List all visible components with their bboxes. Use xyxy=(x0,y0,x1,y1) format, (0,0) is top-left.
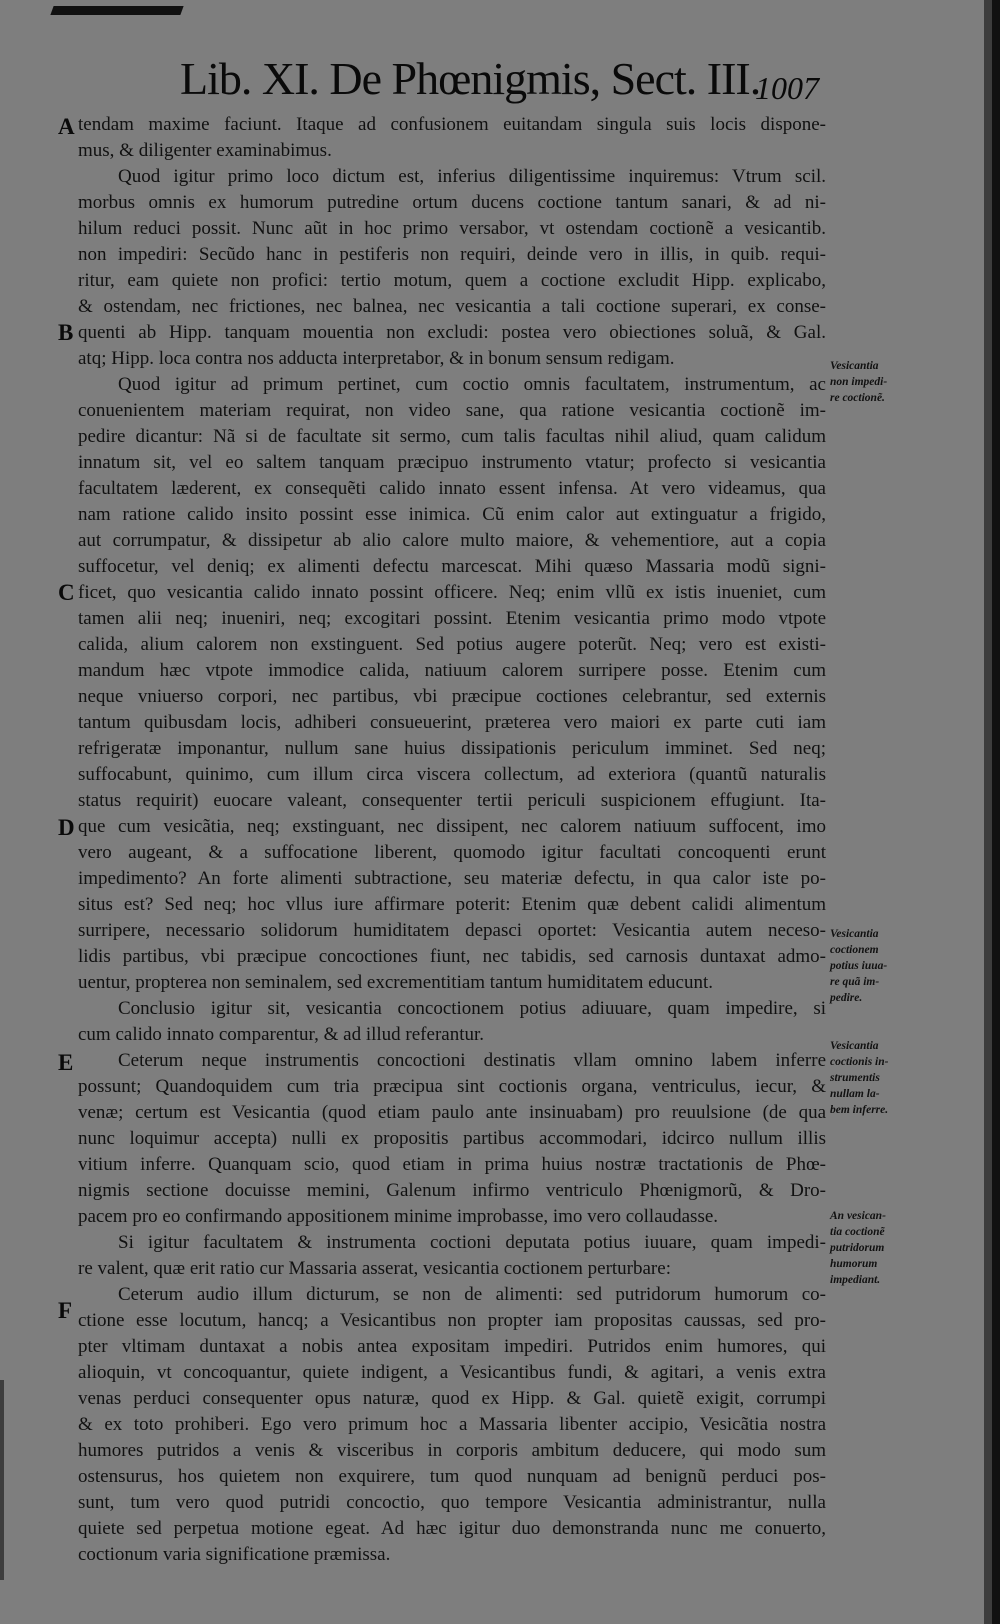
text-line: Si igitur facultatem & instrumenta coctioni deputata potius iuuare, quam impedi- xyxy=(118,1232,826,1253)
section-letter-f: F xyxy=(58,1298,73,1323)
text-line: re valent, quæ erit ratio cur Massaria asserat, vesicantia coctionem perturbare: xyxy=(78,1258,671,1279)
text-line: surripere, necessario solidorum humiditatem depasci oportet: Vesicantia autem neceso- xyxy=(78,920,826,941)
marginal-note-line: strumentis xyxy=(830,1072,880,1084)
marginal-note-line: impediant. xyxy=(830,1274,881,1286)
section-letter-d: D xyxy=(58,815,75,840)
text-line: suffocabunt, quinimo, cum illum circa viscera collectum, ad exteriora (quantũ naturalis xyxy=(78,764,826,785)
text-line: mus, & diligenter examinabimus. xyxy=(78,140,332,161)
marginal-note-line: Vesicantia xyxy=(830,928,879,940)
text-line: ctione esse locutum, hancq; a Vesicantibus non propter iam propositas caussas, sed pro- xyxy=(78,1310,826,1331)
text-line: aut corrumpatur, & dissipetur ab alio calore multo maiore, & vehementiore, aut a copia xyxy=(78,530,826,551)
text-line: venæ; certum est Vesicantia (quod etiam paulo ante insinuabam) pro reuulsione (de qua xyxy=(78,1102,826,1123)
text-line: conuenientem materiam requirat, non video sane, qua ratione vesicantia coctionẽ im- xyxy=(78,400,826,421)
corner-mark xyxy=(50,6,183,15)
marginal-note-line: re quã im- xyxy=(830,976,880,988)
text-line: Quod igitur ad primum pertinet, cum coctio omnis facultatem, instrumentum, ac xyxy=(118,374,826,395)
text-line: vitium inferre. Quanquam scio, quod etiam in prima huius nostræ tractationis de Phœ- xyxy=(78,1154,826,1175)
marginal-note-line: Vesicantia xyxy=(830,1040,879,1052)
marginal-note xyxy=(830,1038,902,1118)
page-edge-dark xyxy=(992,0,1000,1624)
left-edge-shadow xyxy=(0,1380,4,1580)
text-line: & ex toto prohiberi. Ego vero primum hoc a Massaria libenter accipio, Vesicãtia nostra xyxy=(78,1414,826,1435)
text-line: Ceterum audio illum dicturum, se non de alimenti: sed putridorum humorum co- xyxy=(118,1284,826,1305)
marginal-note-line: re coctionẽ. xyxy=(830,392,885,404)
section-letter-a: A xyxy=(58,114,75,139)
text-line: pter vltimam duntaxat a nobis antea expositam impediri. Putridos enim humores, qui xyxy=(78,1336,826,1357)
running-head: Lib. XI. De Phœnigmis, Sect. III. xyxy=(180,53,761,104)
marginal-note-line: pedire. xyxy=(830,992,863,1004)
text-line: mandum hæc vtpote immodice calida, natiuum calorem surripere posse. Etenim cum xyxy=(78,660,826,681)
text-line: neque vniuerso corpori, nec partibus, vbi præcipue coctiones celebrantur, sed externis xyxy=(78,686,826,707)
text-line: que cum vesicãtia, neq; exstinguant, nec dissipent, nec calorem natiuum suffocent, imo xyxy=(78,816,826,837)
text-line: tamen alii neq; inueniri, neq; excogitari possint. Etenim vesicantia primo modo vtpote xyxy=(78,608,826,629)
text-line: Ceterum neque instrumentis concoctioni destinatis vllam omnino labem inferre xyxy=(118,1050,826,1071)
text-line: possunt; Quandoquidem cum tria præcipua sint coctionis organa, ventriculus, iecur, & xyxy=(78,1076,826,1097)
text-line: cum calido innato comparentur, & ad illud referantur. xyxy=(78,1024,485,1045)
text-line: hilum reduci possit. Nunc aũt in hoc primo versabor, vt ostendam coctionẽ a vesicantib. xyxy=(78,218,826,239)
text-line: non impediri: Secũdo hanc in pestiferis non requiri, deinde vero in illis, in quib. requi- xyxy=(78,244,826,265)
marginal-note-line: non impedi- xyxy=(830,376,888,388)
section-letter-b: B xyxy=(58,320,74,345)
text-line: sunt, tum vero quod putridi concoctio, quo tempore Vesicantia administrantur, nulla xyxy=(78,1492,826,1513)
body-text xyxy=(78,112,826,1568)
text-line: nigmis sectione docuisse memini, Galenum infirmo ventriculo Phœnigmorũ, & Dro- xyxy=(78,1180,826,1201)
text-line: impedimento? An forte alimenti subtractione, seu materiæ defectu, in qua calor iste po- xyxy=(78,868,826,889)
text-line: ritur, eam quiete non profici: tertio motum, quem a coctione excludit Hipp. explicabo, xyxy=(78,270,826,291)
marginal-note-line: bem inferre. xyxy=(830,1104,889,1116)
text-line: refrigeratæ imponantur, nullum sane huius dissipationis periculum imminet. Sed neq; xyxy=(78,738,826,759)
page-edge-shadow xyxy=(984,0,992,1624)
marginal-note-line: tia coctionẽ xyxy=(830,1226,885,1238)
text-line: coctionum varia significatione præmissa. xyxy=(78,1544,391,1565)
text-line: suffocetur, vel deniq; ex alimenti defectu marcescat. Mihi quæso Massaria modũ signi- xyxy=(78,556,826,577)
text-line: tantum quibusdam locis, adhiberi consueuerint, præterea vero maiori ex parte cuti iam xyxy=(78,712,826,733)
marginal-note xyxy=(830,358,902,406)
marginal-note-line: coctionis in- xyxy=(830,1056,889,1068)
text-line: pedire dicantur: Nã si de facultate sit sermo, cum talis facultas nihil aliud, quam calidum xyxy=(78,426,826,447)
text-line: venas perduci consequenter opus naturæ, quod ex Hipp. & Gal. quietẽ exigit, corrumpi xyxy=(78,1388,826,1409)
marginal-note-line: potius iuua- xyxy=(830,960,888,972)
marginal-note xyxy=(830,1208,902,1288)
marginal-note-line: humorum xyxy=(830,1258,878,1270)
text-line: nunc loquimur accepta) nulli ex propositis partibus accommodari, idcirco nullum illis xyxy=(78,1128,826,1149)
text-line: ostensurus, hos quietem non exquirere, tum quod nunquam ad benignũ perduci pos- xyxy=(78,1466,826,1487)
text-line: Quod igitur primo loco dictum est, inferius diligentissime inquiremus: Vtrum scil. xyxy=(118,166,826,187)
section-letter-e: E xyxy=(58,1050,74,1075)
text-line: quiete sed perpetua motione egeat. Ad hæc igitur duo demonstranda nunc me conuerto, xyxy=(78,1518,826,1539)
text-line: status requirit) euocare valeant, consequenter tertii periculi suspicionem effugiunt. Ita- xyxy=(78,790,826,811)
marginal-note-line: putridorum xyxy=(830,1242,885,1254)
marginal-note xyxy=(830,926,902,1006)
text-line: tendam maxime faciunt. Itaque ad confusionem euitandam singula suis locis dispone- xyxy=(78,114,826,135)
text-line: atq; Hipp. loca contra nos adducta interpretabor, & in bonum sensum redigam. xyxy=(78,348,675,369)
text-line: ficet, quo vesicantia calido innato possint officere. Neq; enim vllũ ex istis inueniet, cum xyxy=(78,582,826,603)
text-line: & ostendam, nec frictiones, nec balnea, nec vesicantia a tali coctione superari, ex conse- xyxy=(78,296,826,317)
marginal-note-line: nullam la- xyxy=(830,1088,880,1100)
text-line: calida, alium calorem non exstinguent. Sed potius augere poterũt. Neq; vero est existi- xyxy=(78,634,826,655)
text-line: nam ratione calido insito possint esse inimica. Cũ enim calor aut extinguatur a frigido, xyxy=(78,504,826,525)
text-line: Conclusio igitur sit, vesicantia concoctionem potius adiuuare, quam impedire, si xyxy=(118,998,826,1019)
marginal-note-line: coctionem xyxy=(830,944,879,956)
text-line: alioquin, vt concoquantur, quiete indigent, a Vesicantibus fundi, & agitari, a venis extra xyxy=(78,1362,826,1383)
text-line: vero augeant, & a suffocatione liberent, quomodo igitur facultati concoquenti erunt xyxy=(78,842,826,863)
marginal-note-line: Vesicantia xyxy=(830,360,879,372)
text-line: innatum sit, vel eo saltem tanquam præcipuo instrumento vtatur; profecto si vesicantia xyxy=(78,452,826,473)
text-line: uentur, propterea non seminalem, sed excrementitiam tantum humiditatem educunt. xyxy=(78,972,714,993)
text-line: lidis partibus, vbi præcipue concoctiones fiunt, nec tabidis, sed carnosis duntaxat admo- xyxy=(78,946,826,967)
text-line: pacem pro eo confirmando appositionem minime improbasse, imo vero collaudasse. xyxy=(78,1206,719,1227)
text-line: humores putridos a venis & visceribus in corporis ambitum deducere, qui modo sum xyxy=(78,1440,826,1461)
text-line: morbus omnis ex humorum putredine ortum ducens coctione tantum sanari, & ad ni- xyxy=(78,192,826,213)
page-number: 1007 xyxy=(755,70,819,106)
text-line: situs est? Sed neq; hoc vllus iure affirmare poterit: Etenim quæ debent calidi alimentum xyxy=(78,894,826,915)
marginal-note-line: An vesican- xyxy=(830,1210,886,1222)
text-line: quenti ab Hipp. tanquam mouentia non excludi: postea vero obiectiones soluã, & Gal. xyxy=(78,322,826,343)
section-letter-c: C xyxy=(58,580,75,605)
text-line: facultatem læderent, ex consequẽti calido innato essent infensa. At vero videamus, qua xyxy=(78,478,826,499)
